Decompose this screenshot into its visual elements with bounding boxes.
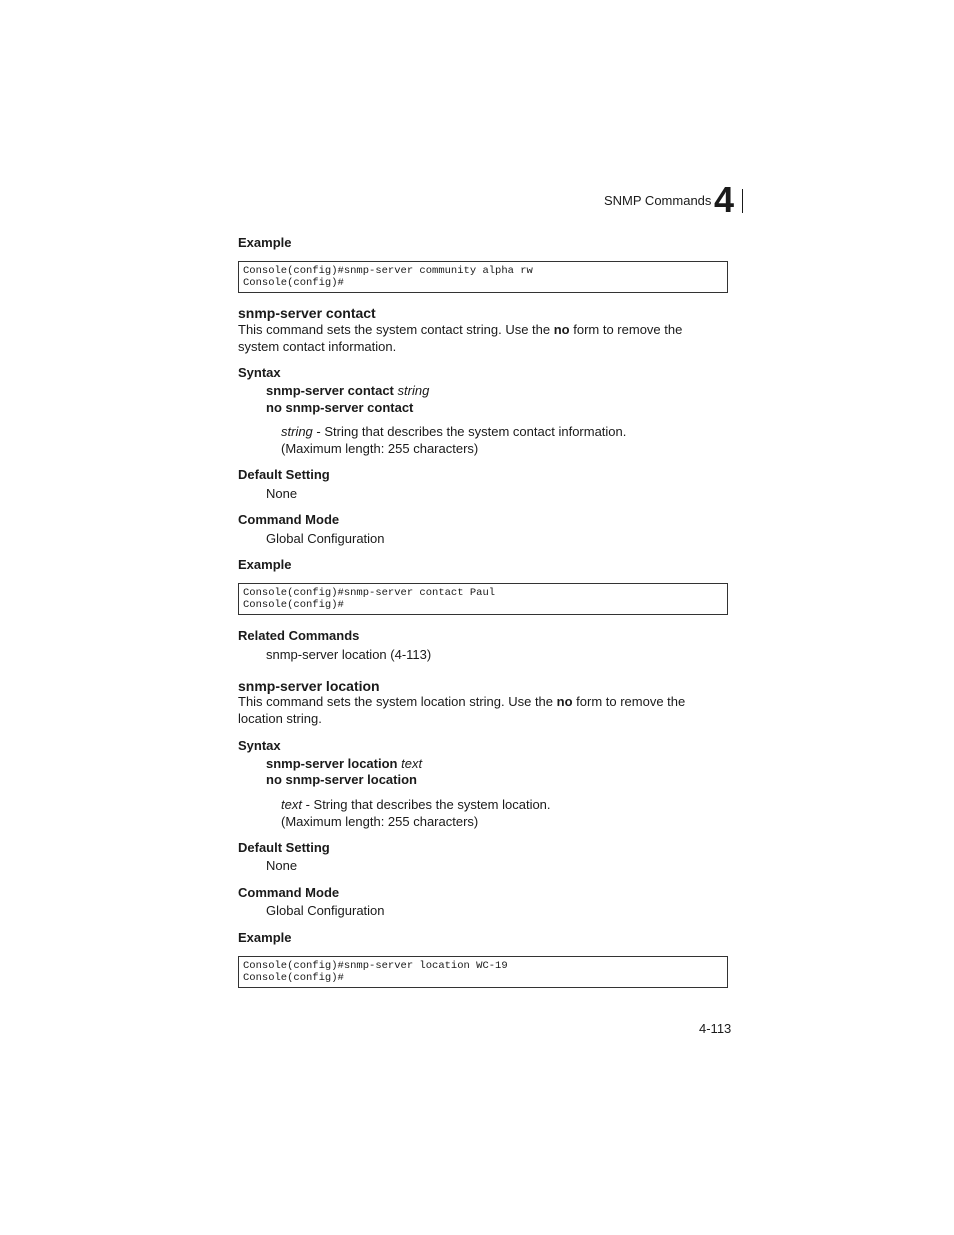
desc-text: form to remove the xyxy=(569,322,683,337)
default-setting-heading: Default Setting xyxy=(238,840,330,855)
syntax-parameter: text xyxy=(401,756,423,771)
desc-keyword: no xyxy=(553,322,570,337)
code-line: Console(config)# xyxy=(243,599,344,611)
code-line: Console(config)#snmp-server community alpha rw xyxy=(243,265,533,277)
desc-text: location string. xyxy=(238,710,322,726)
parameter-max-length: (Maximum length: 255 characters) xyxy=(281,813,479,829)
syntax-no-command: no snmp-server contact xyxy=(266,400,414,415)
example-heading: Example xyxy=(238,930,292,945)
syntax-command: snmp-server location xyxy=(266,756,398,771)
parameter-text: - String that describes the system location. xyxy=(301,797,551,812)
example-heading: Example xyxy=(238,235,292,250)
code-line: Console(config)#snmp-server contact Paul xyxy=(243,587,496,599)
command-mode-value: Global Configuration xyxy=(266,531,385,546)
syntax-no-line xyxy=(266,400,413,417)
parameter-description xyxy=(281,797,551,830)
running-header-title: SNMP Commands xyxy=(604,193,712,208)
parameter-name: string xyxy=(281,424,313,439)
syntax-no-command: no snmp-server location xyxy=(266,772,417,787)
related-commands-heading: Related Commands xyxy=(238,628,360,643)
code-example-contact xyxy=(238,583,728,615)
parameter-description xyxy=(281,424,626,457)
command-title-location: snmp-server location xyxy=(238,678,380,694)
syntax-heading: Syntax xyxy=(238,365,281,380)
syntax-parameter: string xyxy=(397,383,430,398)
parameter-max-length: (Maximum length: 255 characters) xyxy=(281,440,479,456)
desc-text: This command sets the system location string. Use the xyxy=(238,694,557,709)
desc-text: This command sets the system contact string. Use the xyxy=(238,322,554,337)
parameter-text: - String that describes the system contact information. xyxy=(312,424,627,439)
command-title-contact: snmp-server contact xyxy=(238,305,376,321)
command-mode-value: Global Configuration xyxy=(266,903,385,918)
desc-text: form to remove the xyxy=(572,694,686,709)
command-description-contact xyxy=(238,322,682,355)
command-description-location xyxy=(238,694,685,727)
page-number: 4-113 xyxy=(699,1021,732,1036)
default-setting-value: None xyxy=(266,486,298,501)
syntax-line xyxy=(266,383,429,400)
chapter-divider xyxy=(742,189,743,213)
desc-text: system contact information. xyxy=(238,338,397,354)
desc-keyword: no xyxy=(556,694,573,709)
command-mode-heading: Command Mode xyxy=(238,885,340,900)
related-command-link[interactable]: snmp-server location (4-113) xyxy=(266,647,432,662)
example-heading: Example xyxy=(238,557,292,572)
syntax-heading: Syntax xyxy=(238,738,281,753)
code-line: Console(config)# xyxy=(243,972,344,984)
parameter-name: text xyxy=(281,797,302,812)
command-mode-heading: Command Mode xyxy=(238,512,340,527)
code-example-location xyxy=(238,956,728,988)
syntax-line xyxy=(266,756,422,773)
default-setting-heading: Default Setting xyxy=(238,467,330,482)
code-line: Console(config)# xyxy=(243,277,344,289)
default-setting-value: None xyxy=(266,858,298,873)
syntax-command: snmp-server contact xyxy=(266,383,394,398)
code-example-community xyxy=(238,261,728,293)
chapter-number: 4 xyxy=(714,179,735,220)
syntax-no-line xyxy=(266,772,417,789)
code-line: Console(config)#snmp-server location WC-19 xyxy=(243,960,508,972)
